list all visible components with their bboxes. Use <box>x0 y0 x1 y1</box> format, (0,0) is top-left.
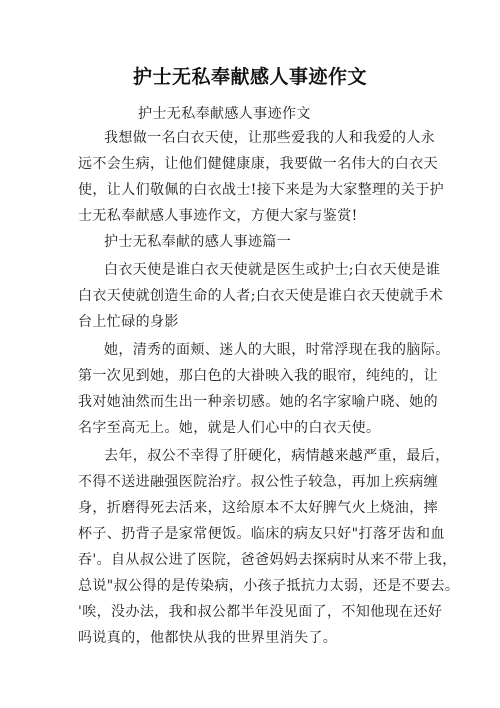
paragraph-line: 身，折磨得死去活来，这给原本不太好脾气火上烧油，摔 <box>78 500 438 516</box>
paragraph-line: 第一次见到她，那白色的大褂映入我的眼帘，纯纯的，让 <box>78 368 438 384</box>
paragraph-line: 士无私奉献感人事迹作文，方便大家与鉴赏! <box>78 208 358 224</box>
paragraph-line: 吗说真的，他都快从我的世界里消失了。 <box>78 630 338 646</box>
paragraph-line: 名字至高无上。她，就是人们心中的白衣天使。 <box>78 420 381 436</box>
paragraph-line: 去年，叔公不幸得了肝硬化，病情越来越严重，最后， <box>104 448 450 464</box>
paragraph-line: 吞'。自从叔公进了医院，爸爸妈妈去探病时从来不带上我， <box>78 552 457 568</box>
paragraph-line: 远不会生病，让他们健健康康，我要做一名伟大的白衣天 <box>78 156 438 172</box>
paragraph-line: 我想做一名白衣天使，让那些爱我的人和我爱的人永 <box>104 130 436 146</box>
paragraph-line: 白衣天使就创造生命的人者;白衣天使是谁白衣天使就手术 <box>78 288 444 304</box>
paragraph-line: 台上忙碌的身影 <box>78 314 179 330</box>
paragraph-line: '唉，没办法，我和叔公都半年没见面了，不知他现在还好 <box>78 604 443 620</box>
subtitle-line: 护士无私奉献感人事迹作文 <box>138 106 311 122</box>
paragraph-line: 白衣天使是谁白衣天使就是医生或护士;白衣天使是谁 <box>104 262 441 278</box>
paragraph-line: 使，让人们敬佩的白衣战士!接下来是为大家整理的关于护 <box>78 182 445 198</box>
section-heading: 护士无私奉献的感人事迹篇一 <box>104 234 292 250</box>
paragraph-line: 我对她油然而生出一种亲切感。她的名字家喻户晓、她的 <box>78 394 438 410</box>
paragraph-line: 不得不送进融强医院治疗。叔公性子较急，再加上疾病缠 <box>78 474 438 490</box>
document-title: 护士无私奉献感人事迹作文 <box>132 66 367 88</box>
paragraph-line: 杯子、扔背子是家常便饭。临床的病友只好"打落牙齿和血 <box>78 526 445 542</box>
paragraph-line: 她，清秀的面颊、迷人的大眼，时常浮现在我的脑际。 <box>104 342 450 358</box>
paragraph-line: 总说"叔公得的是传染病，小孩子抵抗力太弱，还是不要去。 <box>78 578 460 594</box>
